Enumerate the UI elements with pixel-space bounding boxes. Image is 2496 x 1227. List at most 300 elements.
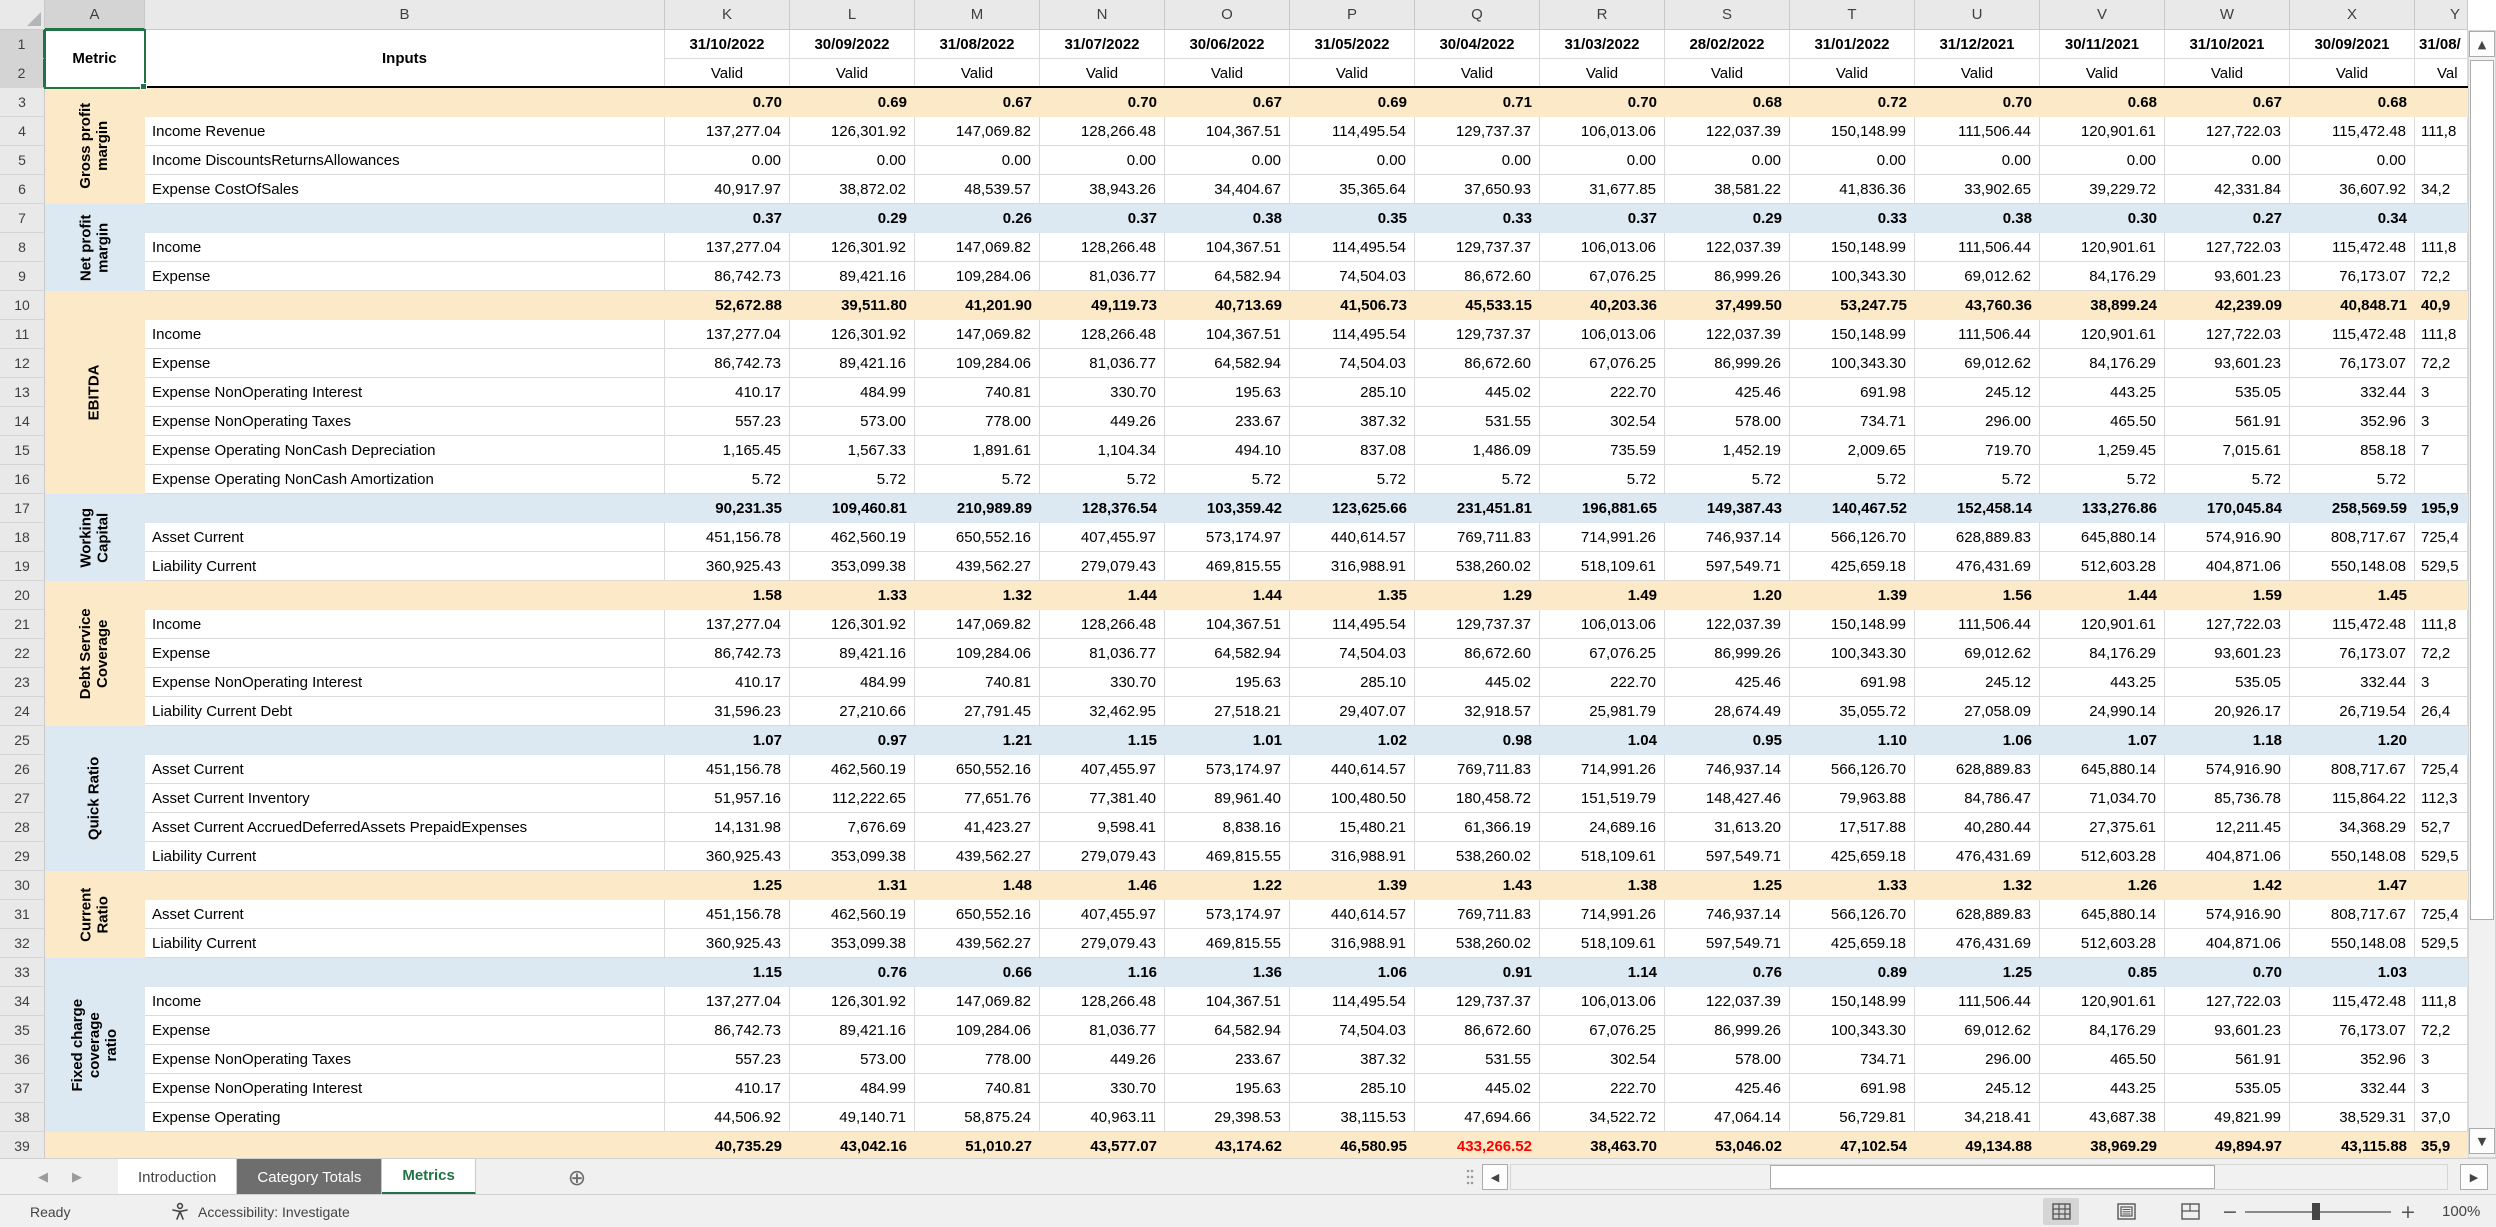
value-cell[interactable]: 104,367.51 (1165, 320, 1290, 349)
value-cell[interactable]: 111,506.44 (1915, 233, 2040, 262)
value-cell-partial[interactable]: 725,4 (2415, 900, 2468, 929)
value-cell[interactable]: 769,711.83 (1415, 900, 1540, 929)
row-header-8[interactable]: 8 (0, 233, 45, 262)
row-header-15[interactable]: 15 (0, 436, 45, 465)
value-cell[interactable]: 128,266.48 (1040, 987, 1165, 1016)
value-cell[interactable]: 746,937.14 (1665, 755, 1790, 784)
value-cell[interactable]: 27,375.61 (2040, 813, 2165, 842)
value-cell-partial[interactable]: 725,4 (2415, 523, 2468, 552)
value-cell[interactable]: 100,480.50 (1290, 784, 1415, 813)
valid-cell[interactable]: Valid (1040, 59, 1165, 88)
value-cell[interactable]: 387.32 (1290, 1045, 1415, 1074)
value-cell[interactable]: 28,674.49 (1665, 697, 1790, 726)
value-cell[interactable]: 0.00 (1415, 146, 1540, 175)
value-cell[interactable]: 0.98 (1415, 726, 1540, 755)
value-cell[interactable]: 127,722.03 (2165, 610, 2290, 639)
value-cell[interactable]: 5.72 (2165, 465, 2290, 494)
value-cell-partial[interactable]: 26,4 (2415, 697, 2468, 726)
row-header-3[interactable]: 3 (0, 88, 45, 117)
value-cell[interactable]: 84,176.29 (2040, 1016, 2165, 1045)
date-header-cell[interactable]: 31/08/2022 (915, 30, 1040, 59)
value-cell[interactable]: 1.42 (2165, 871, 2290, 900)
value-cell[interactable]: 1.32 (915, 581, 1040, 610)
value-cell[interactable]: 0.97 (790, 726, 915, 755)
value-cell[interactable]: 41,506.73 (1290, 291, 1415, 320)
value-cell[interactable]: 332.44 (2290, 668, 2415, 697)
column-header-O[interactable]: O (1165, 0, 1290, 30)
value-cell[interactable]: 645,880.14 (2040, 900, 2165, 929)
value-cell[interactable]: 650,552.16 (915, 900, 1040, 929)
value-cell[interactable]: 538,260.02 (1415, 552, 1540, 581)
value-cell[interactable]: 1.04 (1540, 726, 1665, 755)
value-cell[interactable]: 1.36 (1165, 958, 1290, 987)
value-cell[interactable]: 74,504.03 (1290, 1016, 1415, 1045)
value-cell[interactable]: 104,367.51 (1165, 233, 1290, 262)
value-cell[interactable]: 20,926.17 (2165, 697, 2290, 726)
value-cell[interactable]: 122,037.39 (1665, 610, 1790, 639)
value-cell[interactable]: 76,173.07 (2290, 262, 2415, 291)
value-cell[interactable]: 494.10 (1165, 436, 1290, 465)
value-cell[interactable]: 1.47 (2290, 871, 2415, 900)
column-header-W[interactable]: W (2165, 0, 2290, 30)
value-cell[interactable]: 1.06 (1290, 958, 1415, 987)
value-cell[interactable]: 353,099.38 (790, 842, 915, 871)
input-label-cell[interactable]: Liability Current (145, 929, 665, 958)
value-cell[interactable]: 1,259.45 (2040, 436, 2165, 465)
value-cell[interactable]: 425,659.18 (1790, 552, 1915, 581)
value-cell[interactable]: 5.72 (2290, 465, 2415, 494)
value-cell[interactable]: 714,991.26 (1540, 523, 1665, 552)
valid-cell[interactable]: Valid (1415, 59, 1540, 88)
value-cell[interactable]: 245.12 (1915, 378, 2040, 407)
value-cell[interactable]: 0.71 (1415, 88, 1540, 117)
value-cell[interactable]: 1.59 (2165, 581, 2290, 610)
value-cell[interactable]: 196,881.65 (1540, 494, 1665, 523)
input-label-cell[interactable]: Expense (145, 349, 665, 378)
value-cell[interactable]: 597,549.71 (1665, 842, 1790, 871)
value-cell[interactable]: 100,343.30 (1790, 1016, 1915, 1045)
value-cell-partial[interactable]: 35,9 (2415, 1132, 2468, 1158)
value-cell-partial[interactable]: 529,5 (2415, 552, 2468, 581)
value-cell[interactable]: 76,173.07 (2290, 1016, 2415, 1045)
value-cell[interactable]: 451,156.78 (665, 900, 790, 929)
value-cell[interactable]: 550,148.08 (2290, 842, 2415, 871)
value-cell-partial[interactable]: 195,9 (2415, 494, 2468, 523)
value-cell[interactable]: 15,480.21 (1290, 813, 1415, 842)
value-cell[interactable]: 89,421.16 (790, 639, 915, 668)
value-cell[interactable]: 81,036.77 (1040, 1016, 1165, 1045)
value-cell[interactable]: 0.69 (1290, 88, 1415, 117)
input-label-cell[interactable]: Asset Current (145, 900, 665, 929)
value-cell[interactable]: 407,455.97 (1040, 523, 1165, 552)
input-label-cell[interactable]: Expense NonOperating Interest (145, 668, 665, 697)
valid-cell[interactable]: Valid (1165, 59, 1290, 88)
value-cell[interactable]: 115,472.48 (2290, 320, 2415, 349)
value-cell[interactable]: 476,431.69 (1915, 929, 2040, 958)
value-cell[interactable]: 150,148.99 (1790, 320, 1915, 349)
value-cell[interactable]: 12,211.45 (2165, 813, 2290, 842)
value-cell[interactable]: 27,791.45 (915, 697, 1040, 726)
value-cell[interactable]: 53,046.02 (1665, 1132, 1790, 1158)
column-header-R[interactable]: R (1540, 0, 1665, 30)
value-cell[interactable]: 330.70 (1040, 378, 1165, 407)
date-header-cell[interactable]: 28/02/2022 (1665, 30, 1790, 59)
value-cell[interactable]: 43,577.07 (1040, 1132, 1165, 1158)
accessibility-status[interactable]: Accessibility: Investigate (198, 1203, 350, 1220)
value-cell[interactable]: 61,366.19 (1415, 813, 1540, 842)
value-cell[interactable]: 76,173.07 (2290, 639, 2415, 668)
metric-group-net-profit-margin[interactable] (45, 204, 145, 291)
row-header-1[interactable]: 1 (0, 30, 45, 59)
value-cell[interactable]: 86,742.73 (665, 639, 790, 668)
value-cell[interactable]: 64,582.94 (1165, 262, 1290, 291)
value-cell[interactable]: 628,889.83 (1915, 755, 2040, 784)
value-cell[interactable]: 34,368.29 (2290, 813, 2415, 842)
valid-cell[interactable]: Valid (790, 59, 915, 88)
value-cell[interactable]: 49,119.73 (1040, 291, 1165, 320)
value-cell[interactable]: 5.72 (665, 465, 790, 494)
value-cell[interactable]: 769,711.83 (1415, 755, 1540, 784)
value-cell[interactable]: 451,156.78 (665, 523, 790, 552)
value-cell[interactable]: 1.58 (665, 581, 790, 610)
value-cell[interactable]: 476,431.69 (1915, 842, 2040, 871)
value-cell[interactable]: 0.70 (2165, 958, 2290, 987)
value-cell-partial[interactable]: 52,7 (2415, 813, 2468, 842)
value-cell-partial[interactable]: 3 (2415, 668, 2468, 697)
value-cell[interactable]: 302.54 (1540, 407, 1665, 436)
value-cell[interactable]: 64,582.94 (1165, 639, 1290, 668)
value-cell[interactable]: 1.44 (1040, 581, 1165, 610)
value-cell[interactable]: 279,079.43 (1040, 552, 1165, 581)
vertical-scrollbar-thumb[interactable] (2470, 60, 2494, 920)
value-cell[interactable]: 0.69 (790, 88, 915, 117)
row-header-16[interactable]: 16 (0, 465, 45, 494)
value-cell[interactable]: 40,917.97 (665, 175, 790, 204)
value-cell[interactable]: 557.23 (665, 1045, 790, 1074)
input-label-cell[interactable] (145, 726, 665, 755)
value-cell[interactable]: 104,367.51 (1165, 987, 1290, 1016)
value-cell[interactable]: 53,247.75 (1790, 291, 1915, 320)
value-cell[interactable]: 27,518.21 (1165, 697, 1290, 726)
value-cell[interactable]: 222.70 (1540, 668, 1665, 697)
value-cell[interactable]: 1.10 (1790, 726, 1915, 755)
row-header-25[interactable]: 25 (0, 726, 45, 755)
value-cell[interactable]: 40,848.71 (2290, 291, 2415, 320)
value-cell[interactable]: 734.71 (1790, 407, 1915, 436)
value-cell[interactable]: 296.00 (1915, 1045, 2040, 1074)
value-cell[interactable]: 38,969.29 (2040, 1132, 2165, 1158)
value-cell[interactable]: 740.81 (915, 378, 1040, 407)
value-cell[interactable]: 1.06 (1915, 726, 2040, 755)
row-header-4[interactable]: 4 (0, 117, 45, 146)
value-cell-partial[interactable]: 3 (2415, 1045, 2468, 1074)
value-cell[interactable]: 46,580.95 (1290, 1132, 1415, 1158)
value-cell[interactable]: 115,472.48 (2290, 117, 2415, 146)
value-cell[interactable]: 573,174.97 (1165, 900, 1290, 929)
value-cell[interactable]: 0.38 (1165, 204, 1290, 233)
value-cell[interactable]: 122,037.39 (1665, 320, 1790, 349)
value-cell[interactable]: 285.10 (1290, 1074, 1415, 1103)
value-cell[interactable]: 84,176.29 (2040, 262, 2165, 291)
value-cell[interactable]: 129,737.37 (1415, 233, 1540, 262)
value-cell[interactable]: 837.08 (1290, 436, 1415, 465)
row-header-19[interactable]: 19 (0, 552, 45, 581)
input-label-cell[interactable] (145, 581, 665, 610)
metric-group-ebitda[interactable] (45, 291, 145, 494)
value-cell[interactable]: 106,013.06 (1540, 610, 1665, 639)
column-header-Y[interactable]: Y (2415, 0, 2468, 30)
value-cell[interactable]: 106,013.06 (1540, 117, 1665, 146)
value-cell[interactable]: 0.76 (1665, 958, 1790, 987)
row-header-36[interactable]: 36 (0, 1045, 45, 1074)
value-cell[interactable]: 566,126.70 (1790, 900, 1915, 929)
value-cell[interactable]: 691.98 (1790, 1074, 1915, 1103)
value-cell[interactable]: 0.00 (1165, 146, 1290, 175)
value-cell[interactable]: 404,871.06 (2165, 929, 2290, 958)
column-header-A[interactable]: A (45, 0, 145, 30)
valid-cell[interactable]: Valid (1790, 59, 1915, 88)
value-cell[interactable]: 111,506.44 (1915, 117, 2040, 146)
value-cell-partial[interactable] (2415, 204, 2468, 233)
value-cell[interactable]: 574,916.90 (2165, 900, 2290, 929)
row-header-5[interactable]: 5 (0, 146, 45, 175)
value-cell[interactable]: 122,037.39 (1665, 233, 1790, 262)
value-cell[interactable]: 38,581.22 (1665, 175, 1790, 204)
value-cell[interactable]: 445.02 (1415, 1074, 1540, 1103)
value-cell-partial[interactable]: 112,3 (2415, 784, 2468, 813)
row-header-11[interactable]: 11 (0, 320, 45, 349)
value-cell[interactable]: 0.68 (2040, 88, 2165, 117)
value-cell[interactable]: 100,343.30 (1790, 639, 1915, 668)
value-cell[interactable]: 100,343.30 (1790, 349, 1915, 378)
value-cell[interactable]: 32,462.95 (1040, 697, 1165, 726)
value-cell[interactable]: 43,760.36 (1915, 291, 2040, 320)
select-all-corner[interactable] (0, 0, 45, 30)
value-cell[interactable]: 43,687.38 (2040, 1103, 2165, 1132)
value-cell-partial[interactable]: 72,2 (2415, 639, 2468, 668)
value-cell[interactable]: 0.67 (915, 88, 1040, 117)
value-cell[interactable]: 5.72 (915, 465, 1040, 494)
value-cell[interactable]: 302.54 (1540, 1045, 1665, 1074)
value-cell[interactable]: 74,504.03 (1290, 262, 1415, 291)
date-header-cell[interactable]: 31/10/2021 (2165, 30, 2290, 59)
value-cell[interactable]: 128,266.48 (1040, 233, 1165, 262)
value-cell[interactable]: 58,875.24 (915, 1103, 1040, 1132)
value-cell-partial[interactable]: 111,8 (2415, 610, 2468, 639)
input-label-cell[interactable]: Expense NonOperating Interest (145, 1074, 665, 1103)
value-cell[interactable]: 0.38 (1915, 204, 2040, 233)
value-cell[interactable]: 1.20 (2290, 726, 2415, 755)
valid-cell[interactable]: Valid (2040, 59, 2165, 88)
date-header-cell[interactable]: 30/11/2021 (2040, 30, 2165, 59)
value-cell[interactable]: 425,659.18 (1790, 842, 1915, 871)
value-cell[interactable]: 127,722.03 (2165, 233, 2290, 262)
row-header-17[interactable]: 17 (0, 494, 45, 523)
value-cell[interactable]: 465.50 (2040, 1045, 2165, 1074)
value-cell[interactable]: 93,601.23 (2165, 1016, 2290, 1045)
row-header-33[interactable]: 33 (0, 958, 45, 987)
valid-cell[interactable]: Valid (1540, 59, 1665, 88)
value-cell[interactable]: 0.00 (1290, 146, 1415, 175)
value-cell[interactable]: 0.35 (1290, 204, 1415, 233)
value-cell[interactable]: 42,331.84 (2165, 175, 2290, 204)
value-cell[interactable]: 93,601.23 (2165, 262, 2290, 291)
value-cell[interactable]: 531.55 (1415, 1045, 1540, 1074)
value-cell[interactable]: 109,460.81 (790, 494, 915, 523)
value-cell[interactable]: 645,880.14 (2040, 523, 2165, 552)
value-cell[interactable]: 1.56 (1915, 581, 2040, 610)
row-header-31[interactable]: 31 (0, 900, 45, 929)
input-label-cell[interactable]: Expense NonOperating Taxes (145, 407, 665, 436)
value-cell[interactable]: 578.00 (1665, 1045, 1790, 1074)
value-cell[interactable]: 597,549.71 (1665, 929, 1790, 958)
value-cell[interactable]: 89,961.40 (1165, 784, 1290, 813)
value-cell[interactable]: 38,529.31 (2290, 1103, 2415, 1132)
value-cell[interactable]: 41,423.27 (915, 813, 1040, 842)
value-cell-partial[interactable] (2415, 871, 2468, 900)
value-cell[interactable]: 34,404.67 (1165, 175, 1290, 204)
column-header-V[interactable]: V (2040, 0, 2165, 30)
value-cell[interactable]: 79,963.88 (1790, 784, 1915, 813)
value-cell[interactable]: 84,176.29 (2040, 639, 2165, 668)
value-cell[interactable]: 34,218.41 (1915, 1103, 2040, 1132)
value-cell[interactable]: 2,009.65 (1790, 436, 1915, 465)
row-header-22[interactable]: 22 (0, 639, 45, 668)
add-sheet-icon[interactable]: ⊕ (567, 1165, 587, 1191)
column-header-K[interactable]: K (665, 0, 790, 30)
value-cell[interactable]: 43,174.62 (1165, 1132, 1290, 1158)
horizontal-scrollbar-thumb[interactable] (1770, 1165, 2215, 1189)
value-cell[interactable]: 137,277.04 (665, 117, 790, 146)
value-cell[interactable]: 24,689.16 (1540, 813, 1665, 842)
value-cell[interactable]: 86,999.26 (1665, 1016, 1790, 1045)
value-cell[interactable]: 1,165.45 (665, 436, 790, 465)
value-cell[interactable]: 5.72 (1915, 465, 2040, 494)
value-cell-partial[interactable]: 7 (2415, 436, 2468, 465)
value-cell[interactable]: 1.39 (1790, 581, 1915, 610)
input-label-cell[interactable]: Asset Current (145, 755, 665, 784)
value-cell[interactable]: 44,506.92 (665, 1103, 790, 1132)
value-cell[interactable]: 100,343.30 (1790, 262, 1915, 291)
value-cell[interactable]: 37,499.50 (1665, 291, 1790, 320)
value-cell[interactable]: 89,421.16 (790, 1016, 915, 1045)
value-cell[interactable]: 7,015.61 (2165, 436, 2290, 465)
value-cell[interactable]: 628,889.83 (1915, 900, 2040, 929)
view-normal-button[interactable] (2043, 1198, 2079, 1225)
row-header-39[interactable]: 39 (0, 1132, 45, 1158)
value-cell[interactable]: 691.98 (1790, 378, 1915, 407)
value-cell[interactable]: 410.17 (665, 378, 790, 407)
value-cell[interactable]: 147,069.82 (915, 233, 1040, 262)
value-cell[interactable]: 279,079.43 (1040, 929, 1165, 958)
value-cell[interactable]: 410.17 (665, 1074, 790, 1103)
value-cell[interactable]: 49,140.71 (790, 1103, 915, 1132)
row-header-28[interactable]: 28 (0, 813, 45, 842)
metric-group-working-capital[interactable] (45, 494, 145, 581)
value-cell[interactable]: 0.68 (2290, 88, 2415, 117)
valid-cell[interactable]: Valid (1290, 59, 1415, 88)
metric-group-gross-profit-margin[interactable] (45, 88, 145, 204)
value-cell[interactable]: 714,991.26 (1540, 900, 1665, 929)
row-header-2[interactable]: 2 (0, 59, 45, 88)
metric-group-partial[interactable] (45, 1132, 145, 1158)
value-cell[interactable]: 67,076.25 (1540, 1016, 1665, 1045)
value-cell[interactable]: 645,880.14 (2040, 755, 2165, 784)
column-header-N[interactable]: N (1040, 0, 1165, 30)
tab-nav-left-icon[interactable]: ◀ (38, 1169, 48, 1185)
input-label-cell[interactable]: Expense Operating (145, 1103, 665, 1132)
value-cell[interactable]: 114,495.54 (1290, 610, 1415, 639)
value-cell[interactable]: 14,131.98 (665, 813, 790, 842)
value-cell[interactable]: 123,625.66 (1290, 494, 1415, 523)
value-cell[interactable]: 27,058.09 (1915, 697, 2040, 726)
value-cell-partial[interactable]: 37,0 (2415, 1103, 2468, 1132)
value-cell[interactable]: 0.00 (915, 146, 1040, 175)
value-cell[interactable]: 71,034.70 (2040, 784, 2165, 813)
value-cell[interactable]: 137,277.04 (665, 987, 790, 1016)
value-cell[interactable]: 103,359.42 (1165, 494, 1290, 523)
value-cell[interactable]: 0.00 (1915, 146, 2040, 175)
value-cell[interactable]: 40,735.29 (665, 1132, 790, 1158)
value-cell[interactable]: 518,109.61 (1540, 929, 1665, 958)
value-cell[interactable]: 1.45 (2290, 581, 2415, 610)
row-header-34[interactable]: 34 (0, 987, 45, 1016)
value-cell[interactable]: 360,925.43 (665, 842, 790, 871)
value-cell[interactable]: 122,037.39 (1665, 987, 1790, 1016)
value-cell[interactable]: 5.72 (790, 465, 915, 494)
input-label-cell[interactable]: Liability Current (145, 842, 665, 871)
selection-fill-handle[interactable] (140, 83, 147, 90)
row-header-29[interactable]: 29 (0, 842, 45, 871)
input-label-cell[interactable]: Income (145, 987, 665, 1016)
value-cell[interactable]: 104,367.51 (1165, 117, 1290, 146)
value-cell[interactable]: 106,013.06 (1540, 233, 1665, 262)
value-cell[interactable]: 808,717.67 (2290, 900, 2415, 929)
value-cell[interactable]: 86,672.60 (1415, 1016, 1540, 1045)
value-cell[interactable]: 151,519.79 (1540, 784, 1665, 813)
value-cell[interactable]: 650,552.16 (915, 755, 1040, 784)
column-header-U[interactable]: U (1915, 0, 2040, 30)
value-cell[interactable]: 484.99 (790, 1074, 915, 1103)
input-label-cell[interactable]: Income Revenue (145, 117, 665, 146)
value-cell[interactable]: 538,260.02 (1415, 929, 1540, 958)
value-cell[interactable]: 573.00 (790, 407, 915, 436)
value-cell[interactable]: 86,672.60 (1415, 639, 1540, 668)
value-cell[interactable]: 316,988.91 (1290, 929, 1415, 958)
value-cell[interactable]: 115,472.48 (2290, 610, 2415, 639)
value-cell[interactable]: 1.20 (1665, 581, 1790, 610)
value-cell[interactable]: 0.29 (790, 204, 915, 233)
valid-cell[interactable]: Valid (915, 59, 1040, 88)
value-cell[interactable]: 714,991.26 (1540, 755, 1665, 784)
value-cell[interactable]: 31,613.20 (1665, 813, 1790, 842)
value-cell[interactable]: 35,365.64 (1290, 175, 1415, 204)
value-cell[interactable]: 115,864.22 (2290, 784, 2415, 813)
value-cell[interactable]: 0.29 (1665, 204, 1790, 233)
value-cell[interactable]: 1.25 (1915, 958, 2040, 987)
value-cell[interactable]: 114,495.54 (1290, 117, 1415, 146)
value-cell[interactable]: 27,210.66 (790, 697, 915, 726)
value-cell[interactable]: 0.91 (1415, 958, 1540, 987)
value-cell[interactable]: 106,013.06 (1540, 987, 1665, 1016)
value-cell[interactable]: 180,458.72 (1415, 784, 1540, 813)
value-cell[interactable]: 7,676.69 (790, 813, 915, 842)
value-cell[interactable]: 147,069.82 (915, 117, 1040, 146)
value-cell[interactable]: 719.70 (1915, 436, 2040, 465)
row-header-35[interactable]: 35 (0, 1016, 45, 1045)
value-cell[interactable]: 137,277.04 (665, 233, 790, 262)
scroll-up-button[interactable] (2469, 31, 2495, 57)
